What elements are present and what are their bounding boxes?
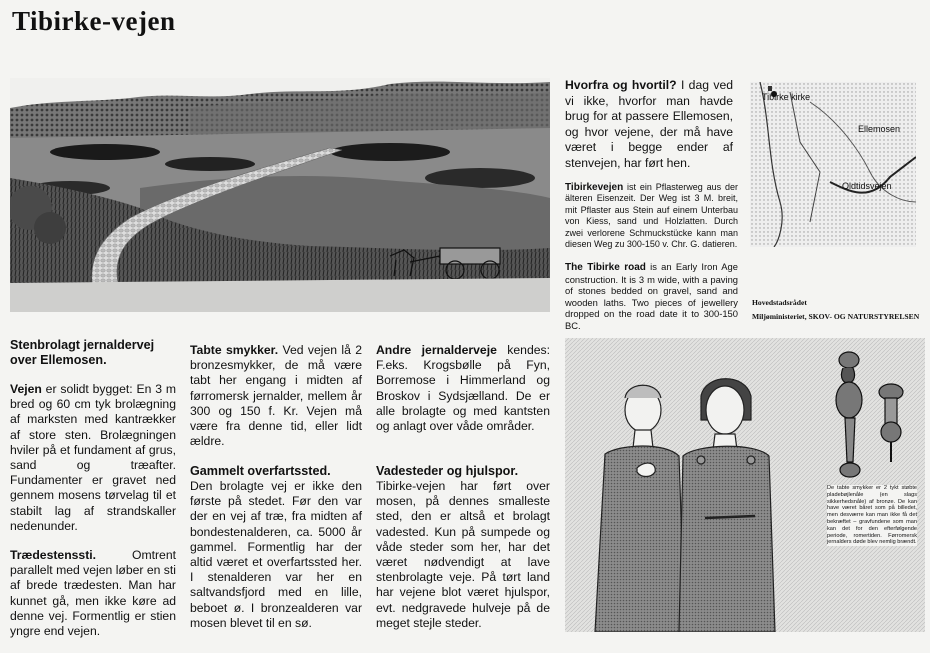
column-1 [10, 338, 176, 653]
col3b-text: Tibirke-vejen har ført over mosen, på dennes smalleste sted, den er altså et brolagt vadested. Kun på sumpede og våde steder som her, har det været nødvendigt at lave stenbrolagte veje. På tørt land har vejene blot været hjulspor, evt. nedgravede hulveje på de meget stejle steder. [376, 479, 550, 630]
credits [752, 296, 924, 324]
intro-paragraph [565, 78, 733, 172]
map-label-road: Oldtidsvejen [842, 181, 892, 191]
location-map [750, 82, 916, 247]
col2-text: Ved vejen lå 2 bronzesmykker, de må være tabt her engang i midten af førromersk jernalder, mellem år 300 og 150 f. Kr. Vejen må være fra denne tid, eller lidt ældre. [190, 343, 362, 449]
col3-lead: Andre jernalderveje [376, 343, 497, 357]
column-3-section-2 [376, 464, 550, 631]
col2b-text: Den brolagte vej er ikke den første på stedet. Før den var der en vej af træ, fra midten af bondestenalderen, ca. 5000 år gammel. Formentlig har der altid været et overfartssted her. I stenalderen var her en saltvandsfjord med en lille, beboet ø. I bronzealderen var mosen blevet til en sø. [190, 479, 362, 630]
col1-p1-text: er solidt bygget: En 3 m bred og 60 cm tyk brolægning af marksten med kantrækker af store sten. Brolægningen hviler på et fundament af grus, sand og træafter. Fundamenter er gravet ned gennem mosens tørvelag til et stabilt lag af strandskaller nedenunder. [10, 382, 176, 533]
col1-p2-lead: Trædestenssti. [10, 548, 97, 563]
credits-line2: Miljøministeriet, SKOV- OG NATURSTYRELSEN [752, 312, 920, 321]
column-3 [376, 343, 550, 434]
col1-p2-text: Omtrent parallelt med vejen løber en sti af brede trædesten. Man har kunnet gå, men ikke køre ad denne vej. Formentlig er stien yngre end vejen. [10, 548, 176, 639]
col1-paragraph-2 [10, 548, 176, 639]
col1-paragraph-1 [10, 382, 176, 534]
col3b-heading: Vadesteder og hjulspor. [376, 464, 519, 478]
intro-text: I dag ved vi ikke, hvorfor man havde brug for at passere Ellemosen, og hvor vejene, der må have været i begge ender af stenvejen, har ført hen. [565, 78, 733, 170]
col3-text: kendes: F.eks. Krogsbølle på Fyn, Borremose i Himmerland og Broskov i Sydsjælland. De er alle brolagte og med kantsten og anlagt over våde områder. [376, 343, 550, 434]
column-2-section-2 [190, 464, 362, 631]
bog-landscape-illustration [10, 78, 550, 312]
page-title: Tibirke-vejen [12, 6, 176, 36]
english-paragraph [565, 261, 738, 332]
map-label-bog: Ellemosen [858, 124, 901, 134]
german-heading: Tibirkevejen [565, 182, 624, 193]
col2b-heading: Gammelt overfartssted. [190, 464, 331, 478]
german-paragraph [565, 182, 738, 250]
german-text: ist ein Pflasterweg aus der älteren Eisenzeit. Der Weg ist 3 M. breit, mit Pflaster aus Stein auf einem Unterbau von Kiess, sand und Holzlatten. Durch zwei verlorene Schmuckstücke kann man diesen Weg zu 300-150 v. Chr. G. datieren. [565, 182, 738, 250]
map-label-church: Tibirke kirke [762, 92, 811, 102]
credits-line1: Hovedstadsrådet [752, 298, 807, 307]
col2-lead: Tabte smykker. [190, 343, 279, 357]
col1-p1-lead: Vejen [10, 382, 42, 396]
column-2 [190, 343, 362, 449]
english-text: is an Early Iron Age construction. It is 3 m wide, with a paving of stones bedded on gravel, sand and wooden laths. Two pieces of jewellery dropped on the road date it to 300-150 BC. [565, 261, 738, 331]
col1-heading: Stenbrolagt jernaldervej over Ellemosen. [10, 338, 155, 367]
jewellery-caption: De tabte smykker er 2 tykt støbte pladebøjlenåle (en slags sikkerhedsnåle) af bronze. De kan have været båret som på billedet, men desværre kan man ikke få det bekræftet – gravfundene som man kan det for den efterfølgende periode, romertiden. Førromersk jernalders døde blev nemlig brændt. [827, 485, 917, 546]
intro-heading: Hvorfra og hvortil? [565, 78, 677, 92]
english-heading: The Tibirke road [565, 262, 646, 273]
